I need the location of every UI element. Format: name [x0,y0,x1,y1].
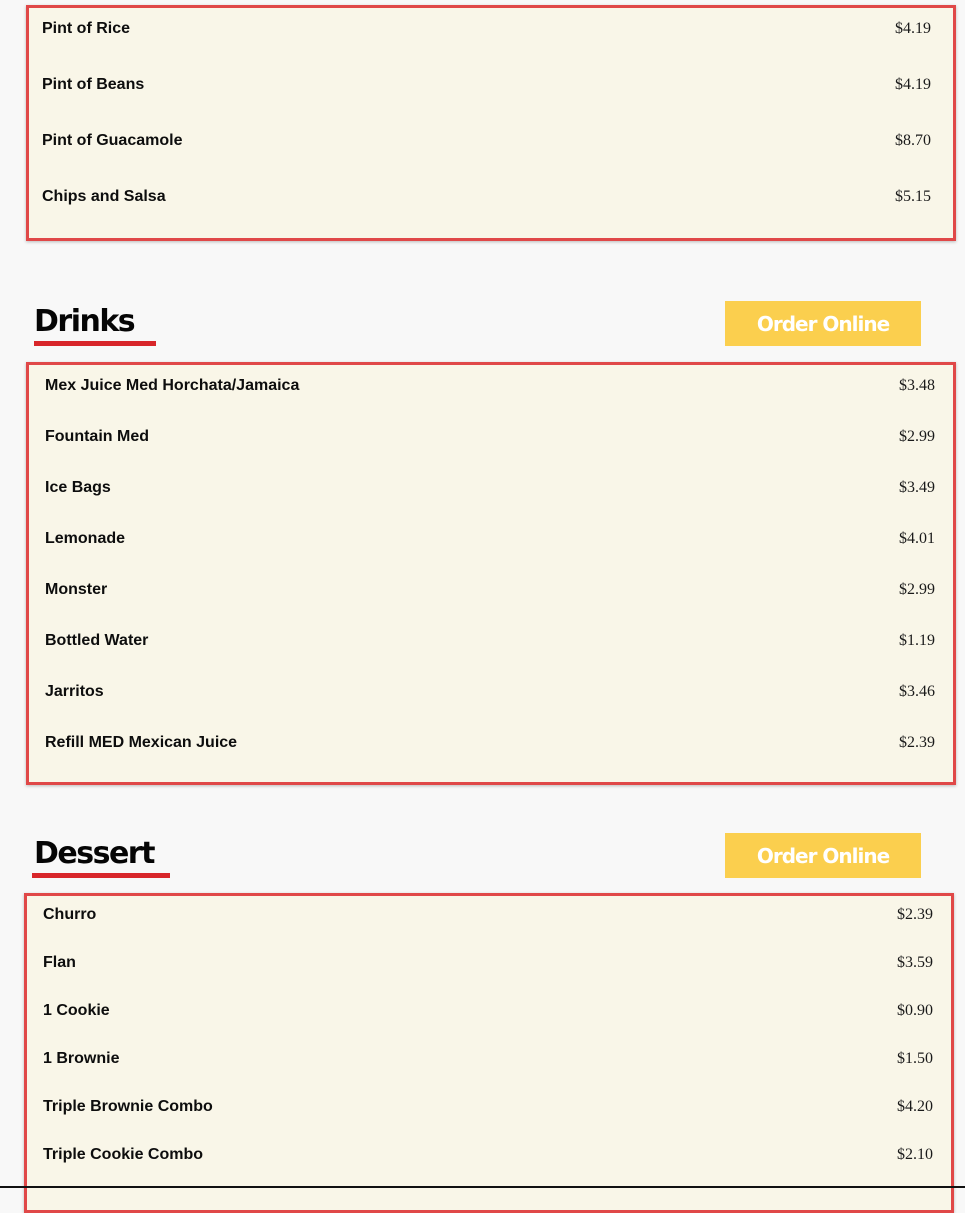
item-price: $3.59 [897,954,933,971]
item-name: Refill MED Mexican Juice [45,734,238,751]
item-price: $2.39 [897,906,933,923]
item-price: $3.48 [899,377,935,394]
item-price: $1.19 [899,632,935,649]
item-name: Triple Brownie Combo [43,1098,213,1115]
menu-item [29,17,953,41]
menu-item [29,629,953,653]
item-name: Triple Cookie Combo [43,1146,204,1163]
item-price: $0.90 [897,1002,933,1019]
order-online-button-drinks[interactable]: Order Online [725,301,921,346]
menu-item [27,951,951,975]
item-name: Jarritos [45,683,104,700]
item-name: Pint of Rice [42,20,131,37]
item-name: Ice Bags [45,479,111,496]
menu-item [29,578,953,602]
dessert-menu-box [24,893,954,1213]
menu-item [27,1143,951,1167]
menu-item [29,185,953,209]
item-price: $4.19 [895,20,931,37]
menu-item [29,73,953,97]
menu-item [29,425,953,449]
menu-item [29,527,953,551]
menu-item [27,1047,951,1071]
item-name: Pint of Guacamole [42,132,183,149]
item-name: Monster [45,581,108,598]
menu-item [29,129,953,153]
sides-menu-box [26,5,956,241]
section-underline [34,341,156,346]
item-name: Chips and Salsa [42,188,166,205]
item-name: Fountain Med [45,428,149,445]
item-price: $2.99 [899,581,935,598]
menu-item [29,374,953,398]
item-price: $1.50 [897,1050,933,1067]
item-price: $5.15 [895,188,931,205]
item-price: $2.10 [897,1146,933,1163]
menu-item [29,731,953,755]
item-price: $2.39 [899,734,935,751]
item-price: $4.19 [895,76,931,93]
item-name: Mex Juice Med Horchata/Jamaica [45,377,300,394]
item-name: Flan [43,954,76,971]
menu-item [29,680,953,704]
section-title-dessert: Dessert [34,836,154,871]
item-price: $3.49 [899,479,935,496]
item-name: Lemonade [45,530,126,547]
item-name: Pint of Beans [42,76,145,93]
item-name: 1 Cookie [43,1002,110,1019]
item-name: Churro [43,906,97,923]
menu-item [27,1095,951,1119]
menu-item [27,903,951,927]
item-price: $4.01 [899,530,935,547]
item-price: $2.99 [899,428,935,445]
item-price: $4.20 [897,1098,933,1115]
item-price: $8.70 [895,132,931,149]
item-name: Bottled Water [45,632,149,649]
menu-item [29,476,953,500]
section-underline [32,873,170,878]
order-online-button-dessert[interactable]: Order Online [725,833,921,878]
item-name: 1 Brownie [43,1050,120,1067]
menu-item [27,999,951,1023]
drinks-menu-box [26,362,956,785]
section-title-drinks: Drinks [34,304,135,339]
item-price: $3.46 [899,683,935,700]
